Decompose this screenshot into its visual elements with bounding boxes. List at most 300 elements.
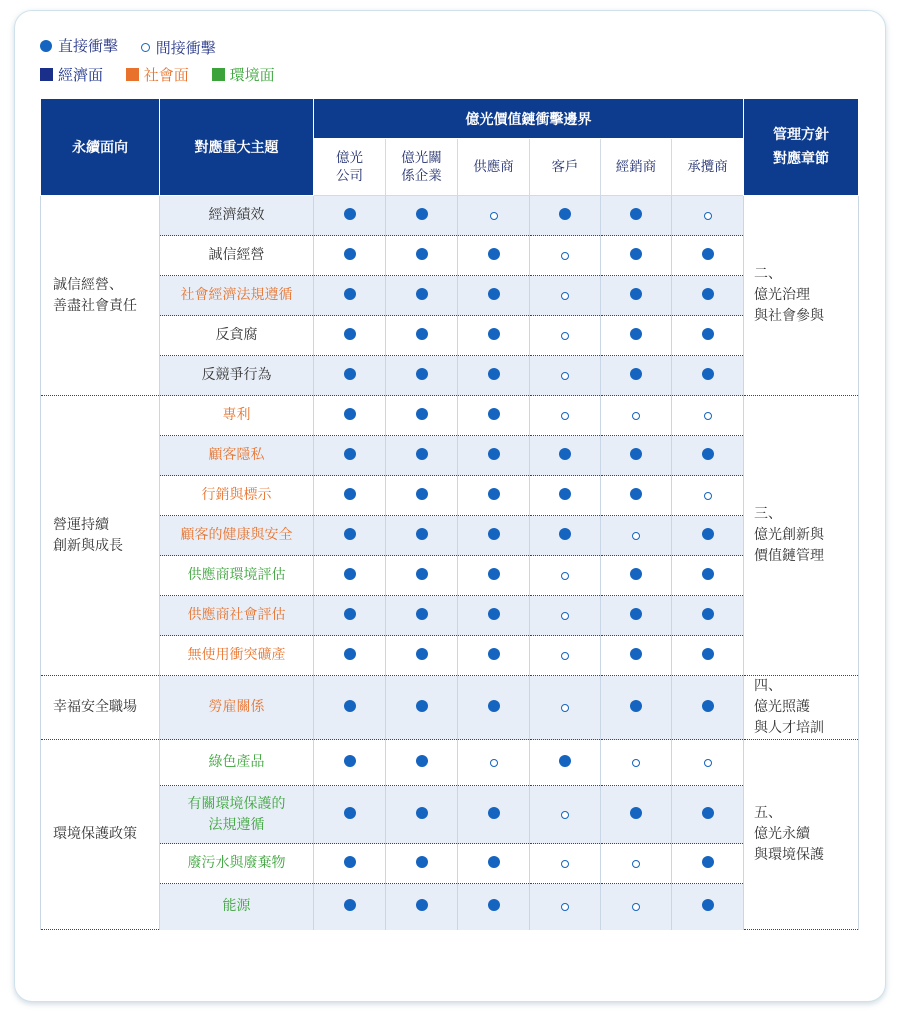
impact-cell <box>314 476 386 516</box>
direct-impact-icon <box>702 807 714 819</box>
direct-impact-icon <box>344 899 356 911</box>
topic-text: 廢污水與廢棄物 <box>187 855 286 871</box>
direct-impact-icon <box>344 288 356 300</box>
direct-impact-icon <box>702 856 714 868</box>
chapter-text: 價值鏈管理 <box>754 548 824 564</box>
table-row <box>41 676 859 740</box>
table-row <box>41 884 859 930</box>
impact-cell <box>458 740 530 786</box>
direct-impact-icon <box>630 608 642 620</box>
impact-cell <box>314 316 386 356</box>
impact-cell <box>314 636 386 676</box>
direct-impact-icon <box>344 408 356 420</box>
impact-cell <box>672 196 744 236</box>
chapter-text: 二、 <box>754 266 782 282</box>
environment-square-icon <box>212 68 225 81</box>
indirect-impact-icon <box>632 903 640 911</box>
impact-cell <box>530 236 601 276</box>
legend-economic <box>40 64 103 85</box>
impact-cell <box>386 476 458 516</box>
topic-text: 綠色產品 <box>208 754 265 770</box>
indirect-impact-icon <box>704 212 712 220</box>
header-aspect: 永續面向 <box>41 99 160 196</box>
impact-cell <box>458 476 530 516</box>
table-row <box>41 636 859 676</box>
header-column-line: 承攬商 <box>687 159 728 175</box>
impact-cell <box>601 396 672 436</box>
impact-cell <box>601 884 672 930</box>
topic-text: 有關環境保護的 <box>187 795 286 812</box>
direct-impact-icon <box>40 40 52 52</box>
impact-cell <box>458 516 530 556</box>
legend-environment-label: 環境面 <box>229 66 275 84</box>
direct-impact-icon <box>630 568 642 580</box>
impact-cell <box>314 276 386 316</box>
indirect-impact-icon <box>141 43 150 52</box>
impact-cell <box>672 676 744 740</box>
direct-impact-icon <box>416 755 428 767</box>
impact-cell <box>458 844 530 884</box>
direct-impact-icon <box>344 700 356 712</box>
impact-cell <box>386 396 458 436</box>
header-column-line: 係企業 <box>401 168 442 184</box>
chapter-text: 三、 <box>754 506 782 522</box>
direct-impact-icon <box>344 488 356 500</box>
impact-cell <box>601 556 672 596</box>
social-square-icon <box>126 68 139 81</box>
direct-impact-icon <box>416 408 428 420</box>
impact-cell <box>601 636 672 676</box>
impact-cell <box>458 676 530 740</box>
direct-impact-icon <box>630 488 642 500</box>
impact-cell <box>672 516 744 556</box>
impact-cell <box>386 740 458 786</box>
direct-impact-icon <box>344 755 356 767</box>
topic-cell <box>160 740 314 786</box>
impact-cell <box>314 516 386 556</box>
direct-impact-icon <box>416 368 428 380</box>
direct-impact-icon <box>488 248 500 260</box>
direct-impact-icon <box>702 528 714 540</box>
indirect-impact-icon <box>632 412 640 420</box>
direct-impact-icon <box>416 488 428 500</box>
indirect-impact-icon <box>704 759 712 767</box>
topic-cell <box>160 884 314 930</box>
direct-impact-icon <box>702 288 714 300</box>
direct-impact-icon <box>630 448 642 460</box>
direct-impact-icon <box>344 328 356 340</box>
indirect-impact-icon <box>561 860 569 868</box>
impact-cell <box>386 556 458 596</box>
topic-text: 供應商環境評估 <box>187 567 286 583</box>
legend-indirect <box>141 37 216 58</box>
header-boundary: 億光價值鏈衝擊邊界 <box>314 99 744 139</box>
economic-square-icon <box>40 68 53 81</box>
impact-cell <box>314 740 386 786</box>
impact-cell <box>601 316 672 356</box>
impact-cell <box>530 636 601 676</box>
impact-cell <box>601 476 672 516</box>
chapter-cell <box>744 740 859 930</box>
direct-impact-icon <box>416 648 428 660</box>
direct-impact-icon <box>416 288 428 300</box>
impact-cell <box>530 316 601 356</box>
impact-cell <box>458 316 530 356</box>
aspect-cell <box>41 740 160 930</box>
header-column-5 <box>672 139 744 196</box>
impact-cell <box>458 786 530 844</box>
impact-cell <box>672 740 744 786</box>
topic-text: 顧客隱私 <box>208 447 265 463</box>
impact-cell <box>672 476 744 516</box>
topic-cell <box>160 786 314 844</box>
topic-cell <box>160 396 314 436</box>
topic-text: 社會經濟法規遵循 <box>180 287 293 303</box>
impact-cell <box>386 276 458 316</box>
legend-indirect-label: 間接衝擊 <box>155 38 216 57</box>
aspect-text: 環境保護政策 <box>53 826 137 842</box>
impact-cell <box>314 844 386 884</box>
topic-cell <box>160 596 314 636</box>
impact-cell <box>672 316 744 356</box>
legend-social <box>126 64 189 85</box>
impact-cell <box>601 786 672 844</box>
aspect-text: 誠信經營、 <box>53 276 123 293</box>
impact-cell <box>314 556 386 596</box>
direct-impact-icon <box>344 856 356 868</box>
header-column-line: 客戶 <box>551 159 579 175</box>
indirect-impact-icon <box>561 292 569 300</box>
impact-cell <box>530 676 601 740</box>
direct-impact-icon <box>702 368 714 380</box>
legend-social-label: 社會面 <box>143 66 189 84</box>
aspect-cell <box>41 396 160 676</box>
chapter-text: 億光治理 <box>754 287 810 303</box>
impact-cell <box>314 786 386 844</box>
impact-cell <box>530 476 601 516</box>
header-column-line: 公司 <box>336 168 363 184</box>
chapter-cell <box>744 396 859 676</box>
impact-cell <box>386 196 458 236</box>
indirect-impact-icon <box>561 612 569 620</box>
impact-cell <box>672 236 744 276</box>
indirect-impact-icon <box>632 759 640 767</box>
direct-impact-icon <box>702 328 714 340</box>
table-row <box>41 236 859 276</box>
direct-impact-icon <box>344 648 356 660</box>
direct-impact-icon <box>488 448 500 460</box>
direct-impact-icon <box>344 368 356 380</box>
direct-impact-icon <box>488 408 500 420</box>
direct-impact-icon <box>559 528 571 540</box>
impact-cell <box>386 844 458 884</box>
impact-cell <box>672 556 744 596</box>
topic-cell <box>160 236 314 276</box>
direct-impact-icon <box>630 700 642 712</box>
impact-cell <box>530 556 601 596</box>
direct-impact-icon <box>416 528 428 540</box>
indirect-impact-icon <box>561 652 569 660</box>
direct-impact-icon <box>488 288 500 300</box>
topic-cell <box>160 844 314 884</box>
direct-impact-icon <box>416 899 428 911</box>
indirect-impact-icon <box>561 572 569 580</box>
impact-cell <box>530 396 601 436</box>
impact-cell <box>386 676 458 740</box>
direct-impact-icon <box>416 608 428 620</box>
impact-cell <box>458 636 530 676</box>
direct-impact-icon <box>702 648 714 660</box>
impact-cell <box>458 356 530 396</box>
table-row <box>41 316 859 356</box>
impact-cell <box>530 740 601 786</box>
impact-cell <box>530 884 601 930</box>
table-row <box>41 476 859 516</box>
impact-cell <box>530 276 601 316</box>
chapter-text: 與社會參與 <box>754 308 824 324</box>
indirect-impact-icon <box>561 332 569 340</box>
topic-text: 反貪腐 <box>215 327 258 343</box>
impact-cell <box>386 516 458 556</box>
direct-impact-icon <box>344 807 356 819</box>
direct-impact-icon <box>630 368 642 380</box>
direct-impact-icon <box>559 448 571 460</box>
indirect-impact-icon <box>632 860 640 868</box>
impact-cell <box>601 516 672 556</box>
impact-cell <box>530 516 601 556</box>
topic-cell <box>160 196 314 236</box>
impact-cell <box>672 636 744 676</box>
impact-cell <box>314 676 386 740</box>
indirect-impact-icon <box>561 252 569 260</box>
indirect-impact-icon <box>561 372 569 380</box>
topic-text: 誠信經營 <box>208 247 265 263</box>
legend-environment <box>212 64 275 85</box>
topic-cell <box>160 676 314 740</box>
direct-impact-icon <box>344 248 356 260</box>
legend-direct-label: 直接衝擊 <box>58 37 119 55</box>
impact-cell <box>672 276 744 316</box>
topic-cell <box>160 316 314 356</box>
header-column-3 <box>530 139 601 196</box>
header-column-2 <box>458 139 530 196</box>
table-row <box>41 740 859 786</box>
header-chapter <box>744 99 859 196</box>
direct-impact-icon <box>702 248 714 260</box>
impact-cell <box>386 436 458 476</box>
direct-impact-icon <box>702 700 714 712</box>
direct-impact-icon <box>416 328 428 340</box>
impact-cell <box>386 356 458 396</box>
header-column-line: 供應商 <box>473 159 514 175</box>
direct-impact-icon <box>630 248 642 260</box>
direct-impact-icon <box>559 208 571 220</box>
legend-economic-label: 經濟面 <box>58 66 104 84</box>
impact-cell <box>601 276 672 316</box>
table-row <box>41 396 859 436</box>
impact-cell <box>601 356 672 396</box>
direct-impact-icon <box>559 755 571 767</box>
table-row <box>41 516 859 556</box>
topic-cell <box>160 476 314 516</box>
indirect-impact-icon <box>561 811 569 819</box>
topic-cell <box>160 276 314 316</box>
aspect-text: 幸福安全職場 <box>53 699 137 715</box>
impact-cell <box>314 196 386 236</box>
aspect-text: 善盡社會責任 <box>53 297 137 314</box>
impact-cell <box>601 844 672 884</box>
direct-impact-icon <box>488 856 500 868</box>
impact-cell <box>458 196 530 236</box>
topic-text: 供應商社會評估 <box>187 607 286 623</box>
chapter-cell <box>744 196 859 396</box>
direct-impact-icon <box>344 528 356 540</box>
header-column-0 <box>314 139 386 196</box>
topic-text: 勞雇關係 <box>208 699 265 715</box>
table-row <box>41 556 859 596</box>
impact-cell <box>386 786 458 844</box>
impact-cell <box>314 236 386 276</box>
category-legend <box>40 64 293 85</box>
aspect-text: 營運持續 <box>53 516 109 533</box>
impact-boundary-table <box>40 98 859 930</box>
impact-cell <box>386 884 458 930</box>
table-row <box>41 276 859 316</box>
topic-text: 專利 <box>222 407 251 423</box>
direct-impact-icon <box>488 488 500 500</box>
topic-text: 法規遵循 <box>208 816 265 833</box>
indirect-impact-icon <box>561 412 569 420</box>
impact-cell <box>601 436 672 476</box>
chapter-cell <box>744 676 859 740</box>
aspect-text: 創新與成長 <box>53 537 123 554</box>
impact-cell <box>601 676 672 740</box>
header-column-line: 億光關 <box>401 150 442 166</box>
direct-impact-icon <box>416 448 428 460</box>
direct-impact-icon <box>488 528 500 540</box>
direct-impact-icon <box>488 328 500 340</box>
impact-cell <box>458 884 530 930</box>
table-row <box>41 436 859 476</box>
indirect-impact-icon <box>561 704 569 712</box>
impact-cell <box>530 844 601 884</box>
direct-impact-icon <box>344 208 356 220</box>
impact-cell <box>386 316 458 356</box>
direct-impact-icon <box>488 648 500 660</box>
indirect-impact-icon <box>704 492 712 500</box>
impact-cell <box>530 786 601 844</box>
impact-cell <box>386 636 458 676</box>
direct-impact-icon <box>702 899 714 911</box>
direct-impact-icon <box>702 568 714 580</box>
indirect-impact-icon <box>490 212 498 220</box>
impact-cell <box>386 596 458 636</box>
impact-cell <box>672 844 744 884</box>
impact-cell <box>458 276 530 316</box>
indirect-impact-icon <box>561 903 569 911</box>
chapter-text: 五、 <box>754 805 782 821</box>
direct-impact-icon <box>630 288 642 300</box>
impact-cell <box>601 236 672 276</box>
topic-cell <box>160 436 314 476</box>
impact-cell <box>601 740 672 786</box>
topic-text: 經濟績效 <box>208 207 265 223</box>
direct-impact-icon <box>488 807 500 819</box>
topic-text: 無使用衝突礦產 <box>187 647 286 663</box>
topic-cell <box>160 516 314 556</box>
indirect-impact-icon <box>632 532 640 540</box>
topic-cell <box>160 356 314 396</box>
impact-cell <box>386 236 458 276</box>
aspect-cell <box>41 676 160 740</box>
direct-impact-icon <box>488 700 500 712</box>
table-row <box>41 196 859 236</box>
chapter-text: 億光照護 <box>754 699 810 715</box>
topic-text: 反競爭行為 <box>201 367 272 383</box>
header-column-line: 億光 <box>336 150 363 166</box>
chapter-text: 億光永續 <box>754 826 810 842</box>
indirect-impact-icon <box>490 759 498 767</box>
direct-impact-icon <box>488 899 500 911</box>
direct-impact-icon <box>416 856 428 868</box>
direct-impact-icon <box>416 807 428 819</box>
direct-impact-icon <box>416 700 428 712</box>
direct-impact-icon <box>630 807 642 819</box>
header-topic: 對應重大主題 <box>160 99 314 196</box>
topic-cell <box>160 636 314 676</box>
topic-text: 顧客的健康與安全 <box>180 527 293 543</box>
impact-cell <box>672 884 744 930</box>
impact-cell <box>530 596 601 636</box>
impact-cell <box>314 356 386 396</box>
table-row <box>41 596 859 636</box>
impact-cell <box>314 436 386 476</box>
topic-text: 行銷與標示 <box>201 487 272 503</box>
impact-cell <box>601 196 672 236</box>
impact-cell <box>672 786 744 844</box>
aspect-cell <box>41 196 160 396</box>
impact-cell <box>458 596 530 636</box>
chapter-text: 與環境保護 <box>754 847 824 863</box>
direct-impact-icon <box>344 568 356 580</box>
chapter-text: 與人才培訓 <box>754 720 824 736</box>
table-row <box>41 356 859 396</box>
direct-impact-icon <box>344 448 356 460</box>
impact-cell <box>314 596 386 636</box>
header-column-4 <box>601 139 672 196</box>
direct-impact-icon <box>488 608 500 620</box>
impact-cell <box>458 556 530 596</box>
header-chapter-line2: 對應章節 <box>773 151 829 167</box>
direct-impact-icon <box>630 208 642 220</box>
direct-impact-icon <box>702 448 714 460</box>
impact-cell <box>672 356 744 396</box>
impact-cell <box>672 596 744 636</box>
topic-text: 能源 <box>222 898 251 915</box>
chapter-text: 億光創新與 <box>754 527 824 543</box>
header-column-line: 經銷商 <box>615 159 657 175</box>
table-row <box>41 786 859 844</box>
legend-direct <box>40 35 118 56</box>
direct-impact-icon <box>630 328 642 340</box>
impact-cell <box>458 436 530 476</box>
direct-impact-icon <box>488 568 500 580</box>
header-column-1 <box>386 139 458 196</box>
topic-cell <box>160 556 314 596</box>
impact-cell <box>530 196 601 236</box>
header-chapter-line1: 管理方針 <box>773 127 829 143</box>
impact-legend <box>40 35 234 58</box>
